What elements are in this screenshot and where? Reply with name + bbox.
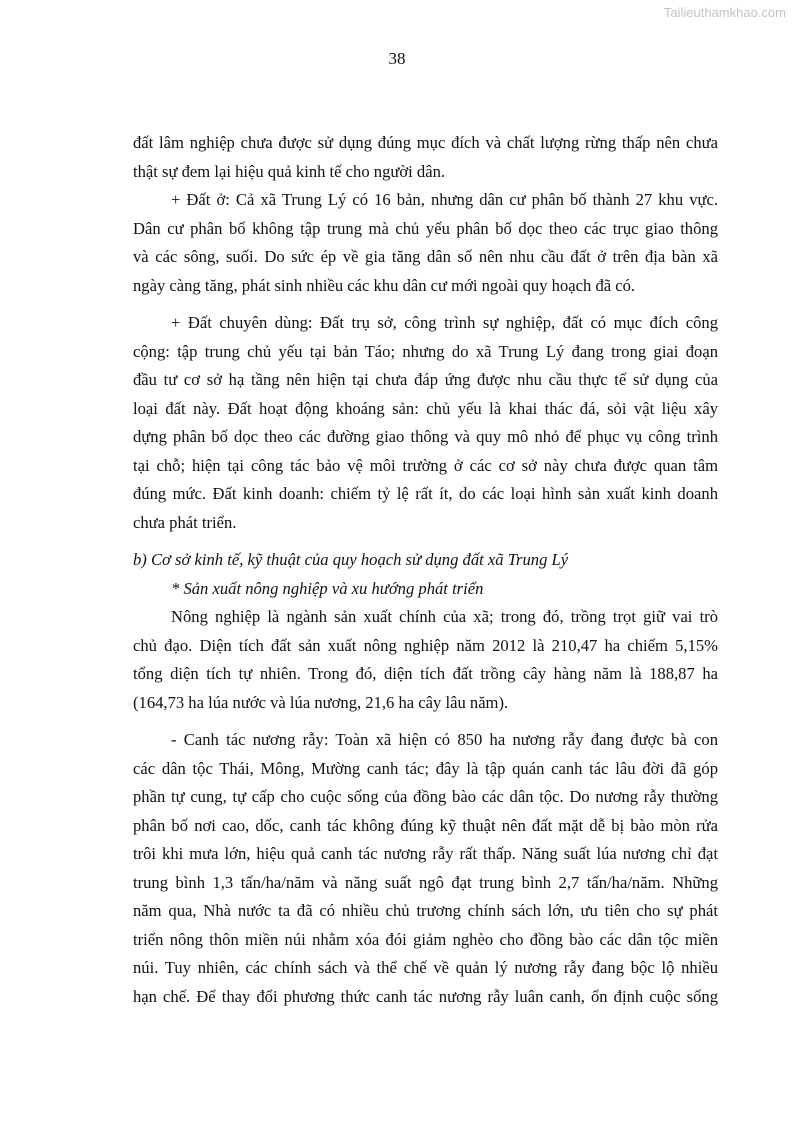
document-body <box>133 129 718 1011</box>
text-line: Dân cư phân bố không tập trung mà chủ yếu phân bố dọc theo các trục giao thông <box>133 218 718 238</box>
paragraph-forest-land <box>133 129 718 186</box>
text-line: chủ đạo. Diện tích đất sản xuất nông nghiệp năm 2012 là 210,47 ha chiếm 5,15% <box>133 635 718 655</box>
section-heading-b <box>133 546 718 575</box>
text-line: - Canh tác nương rẫy: Toàn xã hiện có 850 ha nương rẫy đang được bà con <box>171 730 718 749</box>
paragraph-agriculture <box>133 603 718 717</box>
text-line: trung bình 1,3 tấn/ha/năm và năng suất ngô đạt trung bình 2,7 tấn/ha/năm. Những <box>133 872 718 892</box>
text-line: loại đất này. Đất hoạt động khoáng sản: chủ yếu là khai thác đá, sỏi vật liệu xây <box>133 398 718 418</box>
text-line: núi. Tuy nhiên, các chính sách và thể chế về quản lý nương rẫy đang bộc lộ nhiều <box>133 958 718 977</box>
text-line: Nông nghiệp là ngành sản xuất chính của xã; trong đó, trồng trọt giữ vai trò <box>171 607 718 626</box>
text-line: đúng mức. Đất kinh doanh: chiếm tỷ lệ rất ít, do các loại hình sản xuất kinh doanh <box>133 484 718 503</box>
text-line: trôi khi mưa lớn, hiệu quả canh tác nương rẫy rất thấp. Năng suất lúa nương chỉ đạt <box>133 844 718 863</box>
text-line: triển nông thôn miền núi nhằm xóa đói giảm nghèo cho đồng bào các dân tộc miền <box>133 929 718 949</box>
text-line: đầu tư cơ sở hạ tầng nên hiện tại chưa đáp ứng được nhu cầu thực tế sử dụng của <box>133 370 718 389</box>
paragraph-special-use-land <box>133 309 718 537</box>
text-line: năm qua, Nhà nước ta đã có nhiều chủ trương chính sách lớn, ưu tiên cho sự phát <box>133 901 718 920</box>
text-line: và các sông, suối. Do sức ép về gia tăng dân số nên nhu cầu đất ở trên địa bàn xã <box>133 247 718 266</box>
text-line: đất lâm nghiệp chưa được sử dụng đúng mục đích và chất lượng rừng thấp nên chưa <box>133 133 718 152</box>
text-line: phần tự cung, tự cấp cho cuộc sống của đồng bào các dân tộc. Do nương rẫy thường <box>133 787 718 806</box>
text-line: + Đất chuyên dùng: Đất trụ sở, công trình sự nghiệp, đất có mục đích công <box>171 313 718 332</box>
text-line: ngày càng tăng, phát sinh nhiều các khu dân cư mới ngoài quy hoạch đã có. <box>133 275 636 295</box>
text-line: tại chỗ; hiện tại công tác bảo vệ môi trường ở các cơ sở này chưa được quan tâm <box>133 455 718 475</box>
text-line: phân bố nơi cao, dốc, canh tác không đúng kỹ thuật nên đất mặt dễ bị bào mòn rửa <box>133 815 718 835</box>
text-line: (164,73 ha lúa nước và lúa nương, 21,6 ha cây lâu năm). <box>133 692 509 712</box>
watermark: Tailieuthamkhao.com <box>663 5 786 20</box>
subheading-agriculture <box>133 575 718 604</box>
subheading-text: * Sản xuất nông nghiệp và xu hướng phát triển <box>171 578 484 598</box>
text-line: cộng: tập trung chủ yếu tại bản Táo; nhưng do xã Trung Lý đang trong giai đoạn <box>133 341 718 361</box>
paragraph-shifting-cultivation <box>133 726 718 1011</box>
text-line: tổng diện tích tự nhiên. Trong đó, diện tích đất trồng cây hàng năm là 188,87 ha <box>133 664 718 683</box>
text-line: hạn chế. Để thay đổi phương thức canh tác nương rẫy luân canh, ổn định cuộc sống <box>133 986 718 1006</box>
page-number: 38 <box>388 49 406 68</box>
heading-text: b) Cơ sở kinh tế, kỹ thuật của quy hoạch sử dụng đất xã Trung Lý <box>133 550 569 569</box>
text-line: các dân tộc Thái, Mông, Mường canh tác; đây là tập quán canh tác lâu đời đã góp <box>133 758 718 778</box>
text-line: thật sự đem lại hiệu quả kinh tế cho người dân. <box>133 161 446 181</box>
text-line: chưa phát triển. <box>133 512 237 532</box>
paragraph-residential-land <box>133 186 718 300</box>
text-line: + Đất ở: Cả xã Trung Lý có 16 bản, nhưng dân cư phân bố thành 27 khu vực. <box>171 190 718 209</box>
text-line: dựng phân bố dọc theo các đường giao thông và quy mô nhỏ để phục vụ công trình <box>133 427 718 446</box>
